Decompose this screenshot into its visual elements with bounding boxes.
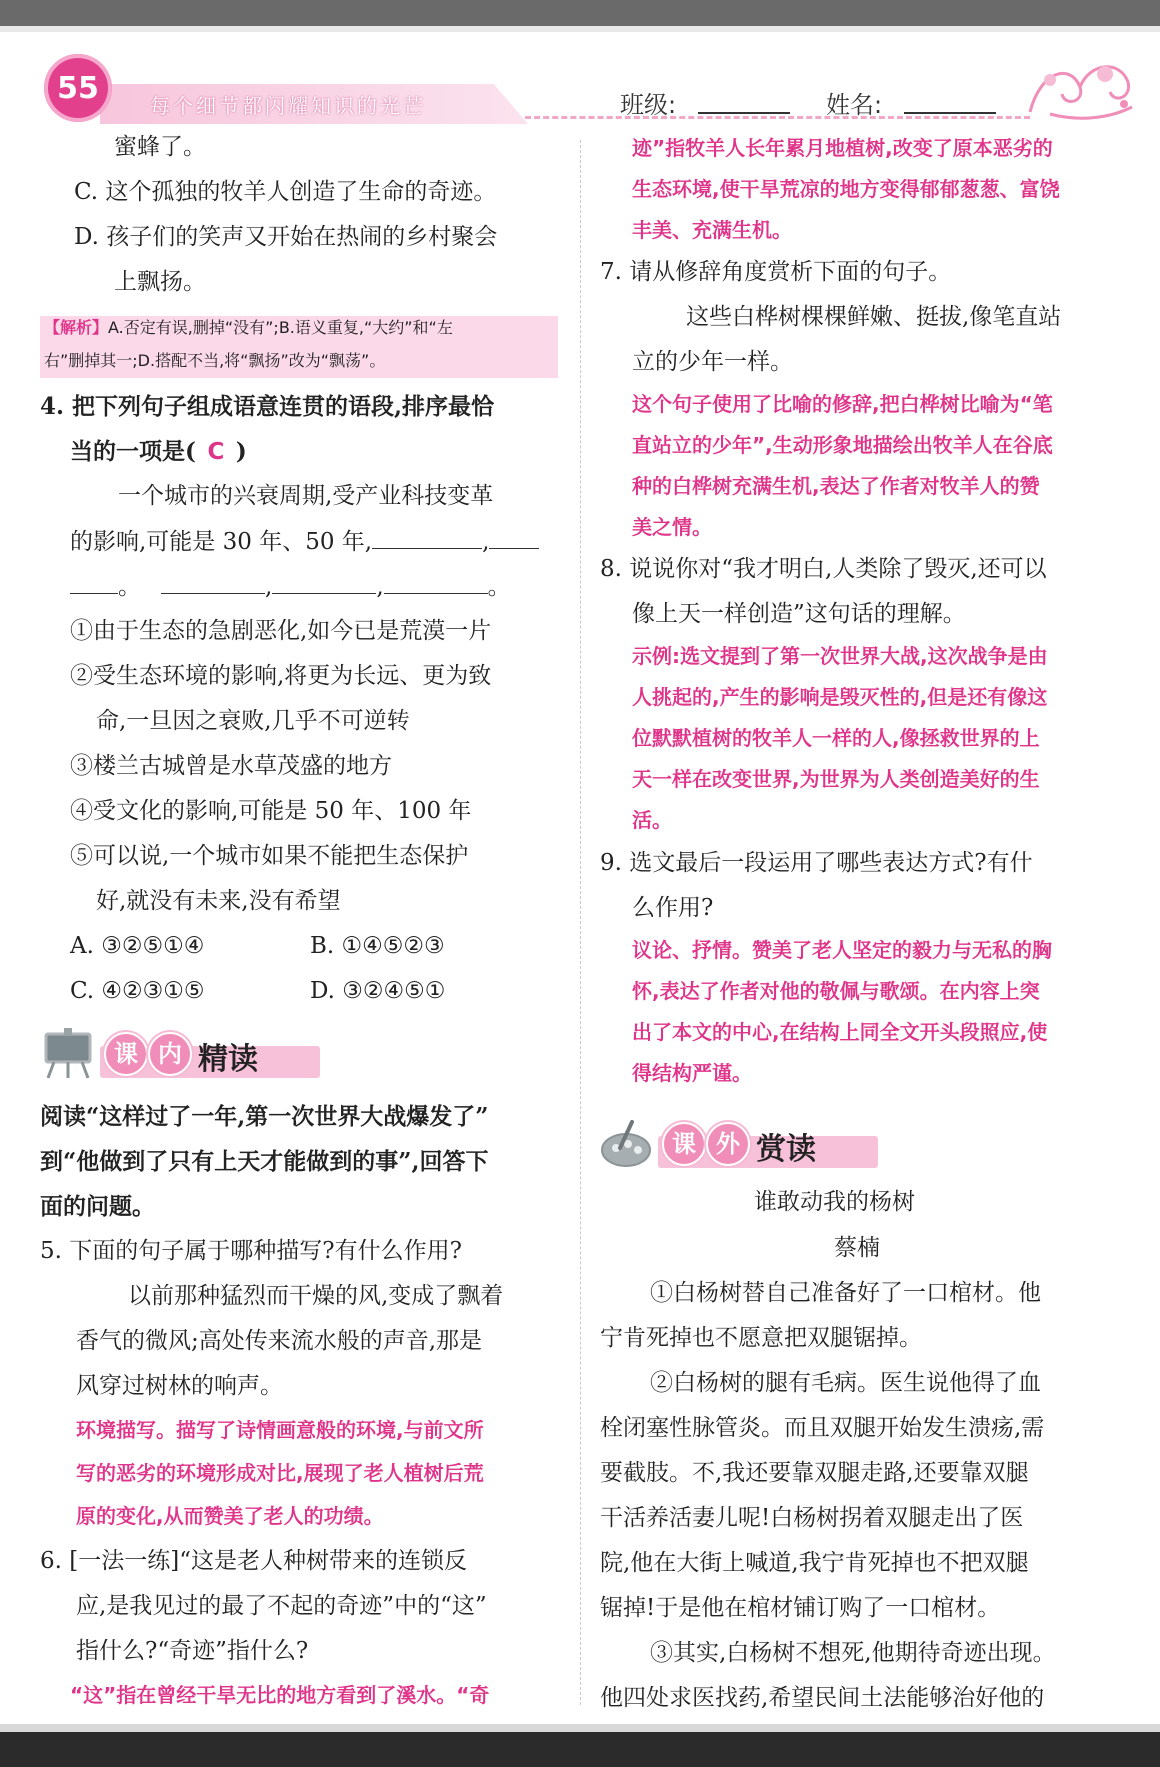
q8-answer-line5: 活。 (632, 808, 672, 832)
q4-option-5-line1: ⑤可以说,一个城市如果不能把生态保护 (70, 843, 469, 869)
q5-passage-line2: 香气的微风;高处传来流水般的声音,那是 (76, 1328, 483, 1354)
section-char-2: 内 (148, 1032, 192, 1076)
article-author: 蔡楠 (834, 1235, 880, 1261)
article-p2-line4: 干活养活妻儿呢!白杨树拐着双腿走出了医 (600, 1505, 1024, 1531)
q4-stem-close: ) (235, 438, 247, 465)
q5-stem: 5. 下面的句子属于哪种描写?有什么作用? (40, 1238, 462, 1264)
q4-blank-2a (489, 528, 539, 549)
q7-passage-line2: 立的少年一样。 (632, 349, 793, 375)
q5-passage-line1: 以前那种猛烈而干燥的风,变成了飘着 (128, 1283, 504, 1309)
q4-blank-2b (70, 573, 118, 594)
q4-blank-4 (272, 573, 376, 594)
q3-option-b-cont: 蜜蜂了。 (114, 134, 206, 160)
q4-stem-line1: 4. 把下列句子组成语意连贯的语段,排序最恰 (40, 393, 495, 420)
q4-passage-line2 (70, 528, 539, 556)
reading-instruction-line3: 面的问题。 (40, 1193, 155, 1220)
article-p1-line2: 宁肯死掉也不愿意把双腿锯掉。 (600, 1325, 922, 1351)
q9-answer-line3: 出了本文的中心,在结构上同全文开头段照应,使 (632, 1020, 1048, 1044)
q4-passage-text: 的影响,可能是 30 年、50 年, (70, 529, 373, 555)
analysis-line2: 右”删掉其一;D.搭配不当,将“飘扬”改为“飘荡”。 (44, 351, 386, 370)
q4-comma-3: , (376, 574, 384, 600)
q4-choice-d: D. ③②④⑤① (310, 978, 446, 1004)
q3-option-d-line1: D. 孩子们的笑声又开始在热闹的乡村聚会 (74, 224, 498, 250)
q7-answer-line3: 种的白桦树充满生机,表达了作者对牧羊人的赞 (632, 474, 1040, 498)
analysis-tag: 【解析】 (44, 318, 109, 337)
q4-blank-3 (161, 573, 265, 594)
article-p3-line2: 他四处求医找药,希望民间土法能够治好他的 (600, 1685, 1045, 1711)
analysis-text1: A.否定有误,删掉“没有”;B.语义重复,“大约”和“左 (108, 318, 453, 337)
q7-answer-line1: 这个句子使用了比喻的修辞,把白桦树比喻为“笔 (632, 392, 1053, 416)
header-dashed-line (525, 116, 1030, 119)
reading-instruction-line2: 到“他做到了只有上天才能做到的事”,回答下 (40, 1148, 489, 1175)
floral-ornament-icon (1020, 52, 1140, 122)
article-p2-line5: 院,他在大街上喊道,我宁肯死掉也不把双腿 (600, 1550, 1029, 1576)
section-banner-extra-reading (598, 1118, 858, 1170)
article-p2-line3: 要截肢。不,我还要靠双腿走路,还要靠双腿 (600, 1460, 1029, 1486)
q8-answer-line3: 位默默植树的牧羊人一样的人,像拯救世界的上 (632, 726, 1040, 750)
article-p1-line1: ①白杨树替自己准备好了一口棺材。他 (650, 1280, 1041, 1306)
q4-comma-2: , (265, 574, 273, 600)
section2-char-1: 课 (662, 1122, 706, 1166)
page-number-badge: 55 (44, 54, 112, 122)
q4-choice-c: C. ④②③①⑤ (70, 978, 205, 1004)
q7-passage-line1: 这些白桦树棵棵鲜嫩、挺拔,像笔直站 (686, 304, 1062, 330)
q5-answer-line2: 写的恶劣的环境形成对比,展现了老人植树后荒 (76, 1461, 484, 1485)
q6-answer-line2: 迹”指牧羊人长年累月地植树,改变了原本恶劣的 (632, 136, 1053, 160)
article-p2-line1: ②白杨树的腿有毛病。医生说他得了血 (650, 1370, 1041, 1396)
column-divider (580, 140, 581, 1705)
section2-title-word: 赏读 (756, 1132, 816, 1167)
q4-stem-text: 当的一项是( (70, 438, 196, 465)
q4-stem-line2 (70, 438, 247, 466)
q4-comma: , (482, 529, 490, 555)
q9-stem-line2: 么作用? (632, 895, 714, 921)
q6-stem-line3: 指什么?“奇迹”指什么? (76, 1638, 309, 1664)
blackboard-icon (40, 1028, 96, 1080)
q8-answer-line4: 天一样在改变世界,为世界为人类创造美好的生 (632, 767, 1040, 791)
q5-passage-line3: 风穿过树林的响声。 (76, 1373, 283, 1399)
q4-blank-1 (372, 528, 482, 549)
top-edge-shadow (0, 26, 1160, 32)
article-p2-line2: 栓闭塞性脉管炎。而且双腿开始发生溃疡,需 (600, 1415, 1045, 1441)
q4-passage-line3 (70, 573, 511, 601)
section-title-word: 精读 (198, 1042, 258, 1077)
q9-answer-line4: 得结构严谨。 (632, 1061, 752, 1085)
q4-option-2-line2: 命,一旦因之衰败,几乎不可逆转 (96, 708, 410, 734)
q4-option-2-line1: ②受生态环境的影响,将更为长远、更为致 (70, 663, 492, 689)
q3-option-d-line2: 上飘扬。 (114, 269, 206, 295)
q6-answer-line4: 丰美、充满生机。 (632, 218, 792, 242)
q4-choice-b: B. ①④⑤②③ (310, 933, 445, 959)
q4-answer: C (207, 439, 225, 465)
q4-option-5-line2: 好,就没有未来,没有希望 (96, 888, 341, 914)
article-title: 谁敢动我的杨树 (754, 1189, 915, 1215)
q9-answer-line1: 议论、抒情。赞美了老人坚定的毅力与无私的胸 (632, 938, 1052, 962)
q8-answer-line2: 人挑起的,产生的影响是毁灭性的,但是还有像这 (632, 685, 1048, 709)
q8-stem-line1: 8. 说说你对“我才明白,人类除了毁灭,还可以 (600, 556, 1047, 582)
q7-answer-line4: 美之情。 (632, 515, 712, 539)
analysis-line1 (44, 317, 453, 339)
section-char-1: 课 (104, 1032, 148, 1076)
q6-stem-line2: 应,是我见过的最了不起的奇迹”中的“这” (76, 1593, 487, 1619)
class-blank (698, 112, 790, 114)
reading-instruction-line1: 阅读“这样过了一年,第一次世界大战爆发了” (40, 1103, 489, 1130)
q6-stem-line1: 6. [一法一练]“这是老人种树带来的连锁反 (40, 1548, 467, 1574)
name-label: 姓名: (826, 91, 883, 119)
q9-stem-line1: 9. 选文最后一段运用了哪些表达方式?有什 (600, 850, 1033, 876)
q4-period-2: 。 (487, 574, 511, 600)
q5-answer-line3: 原的变化,从而赞美了老人的功绩。 (76, 1504, 384, 1528)
q4-choice-a: A. ③②⑤①④ (70, 933, 205, 959)
q4-passage-line1: 一个城市的兴衰周期,受产业科技变革 (118, 483, 494, 509)
article-p2-line6: 锯掉!于是他在棺材铺订购了一口棺材。 (600, 1595, 1001, 1621)
q4-blank-5 (384, 573, 488, 594)
palette-icon (598, 1118, 654, 1170)
q7-answer-line2: 直站立的少年”,生动形象地描绘出牧羊人在谷底 (632, 433, 1053, 457)
q8-stem-line2: 像上天一样创造”这句话的理解。 (632, 601, 966, 627)
q9-answer-line2: 怀,表达了作者对他的敬佩与歌颂。在内容上突 (632, 979, 1040, 1003)
q4-option-3: ③楼兰古城曾是水草茂盛的地方 (70, 753, 392, 779)
q6-answer-line3: 生态环境,使干旱荒凉的地方变得郁郁葱葱、富饶 (632, 177, 1060, 201)
class-label: 班级: (620, 91, 677, 119)
q7-stem: 7. 请从修辞角度赏析下面的句子。 (600, 259, 952, 285)
q4-option-4: ④受文化的影响,可能是 50 年、100 年 (70, 798, 472, 824)
q4-period-1: 。 (118, 574, 141, 600)
q6-answer-line1: “这”指在曾经干旱无比的地方看到了溪水。“奇 (70, 1683, 490, 1707)
section-banner-intensive-reading (40, 1028, 300, 1080)
name-blank (904, 112, 996, 114)
q8-answer-line1: 示例:选文提到了第一次世界大战,这次战争是由 (632, 644, 1048, 668)
q4-option-1: ①由于生态的急剧恶化,如今已是荒漠一片 (70, 618, 492, 644)
q3-option-c: C. 这个孤独的牧羊人创造了生命的奇迹。 (74, 179, 497, 205)
section2-char-2: 外 (706, 1122, 750, 1166)
q5-answer-line1: 环境描写。描写了诗情画意般的环境,与前文所 (76, 1418, 484, 1442)
article-p3-line1: ③其实,白杨树不想死,他期待奇迹出现。 (650, 1640, 1056, 1666)
bottom-edge-bar (0, 1732, 1160, 1767)
header-motto: 每个细节都闪耀知识的光芒 (150, 94, 426, 118)
